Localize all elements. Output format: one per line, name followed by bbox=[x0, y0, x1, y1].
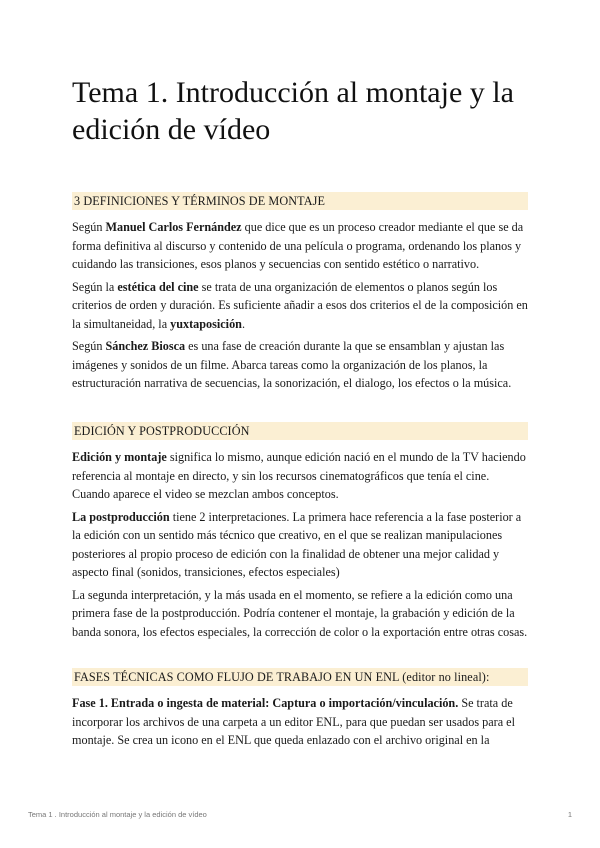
section-definitions bbox=[72, 192, 528, 393]
paragraph: Edición y montaje significa lo mismo, aunque edición nació en el mundo de la TV haciendo referencia al montaje en directo, y sin los recursos cinematográficos que tenía el cine. Cuando aparece el video se mezclan ambos conceptos. bbox=[72, 450, 526, 501]
section-heading: 3 DEFINICIONES Y TÉRMINOS DE MONTAJE bbox=[72, 192, 528, 210]
section-fases bbox=[72, 668, 528, 750]
page-title: Tema 1. Introducción al montaje y la edición de vídeo bbox=[72, 76, 514, 146]
paragraph: Según Sánchez Biosca es una fase de creación durante la que se ensamblan y ajustan las imágenes y sonidos de un filme. Abarca tareas como la organización de los planos, la estructuración narrativa de secuencias, la sonorización, el dialogo, los efectos o la música. bbox=[72, 339, 512, 390]
paragraph: Según la estética del cine se trata de una organización de elementos o planos según los criterios de orden y duración. Es suficiente añadir a esos dos criterios el de la composición en la simultaneidad, la yuxtaposición. bbox=[72, 279, 528, 331]
paragraph: La segunda interpretación, y la más usada en el momento, se refiere a la edición como una primera fase de la postproducción. Podría contener el montaje, la grabación y edición de la banda sonora, los efectos especiales, la corrección de color o la exportación entre otras cosas. bbox=[72, 587, 528, 639]
section-heading: EDICIÓN Y POSTPRODUCCIÓN bbox=[72, 422, 528, 440]
page-number: 1 bbox=[567, 810, 572, 819]
section-heading: FASES TÉCNICAS COMO FLUJO DE TRABAJO EN UN ENL (editor no lineal): bbox=[72, 668, 528, 686]
page-footer bbox=[28, 810, 572, 819]
paragraph: La postproducción tiene 2 interpretaciones. La primera hace referencia a la fase posterior a la edición con un sentido más técnico que creativo, en el que se realizan manipulaciones posteriores al propio proceso de edición con la finalidad de obtener una mejor calidad y aspecto final (sonidos, transiciones, efectos especiales) bbox=[72, 509, 522, 579]
paragraph: Según Manuel Carlos Fernández que dice que es un proceso creador mediante el que se da forma definitiva al discurso y contenido de una película o programa, ordenando los planos y cuidando las transiciones, esos planos y secuencias con sentido estético o narrativo. bbox=[72, 220, 524, 271]
paragraph: Fase 1. Entrada o ingesta de material: Captura o importación/vinculación. Se trata de incorporar los archivos de una carpeta a un editor ENL, para que puedan ser usados para el montaje. Se crea un icono en el ENL que queda enlazado con el archivo original en la bbox=[72, 696, 515, 747]
footer-text: Tema 1 . Introducción al montaje y la edición de vídeo bbox=[28, 810, 207, 819]
section-edicion bbox=[72, 422, 528, 641]
